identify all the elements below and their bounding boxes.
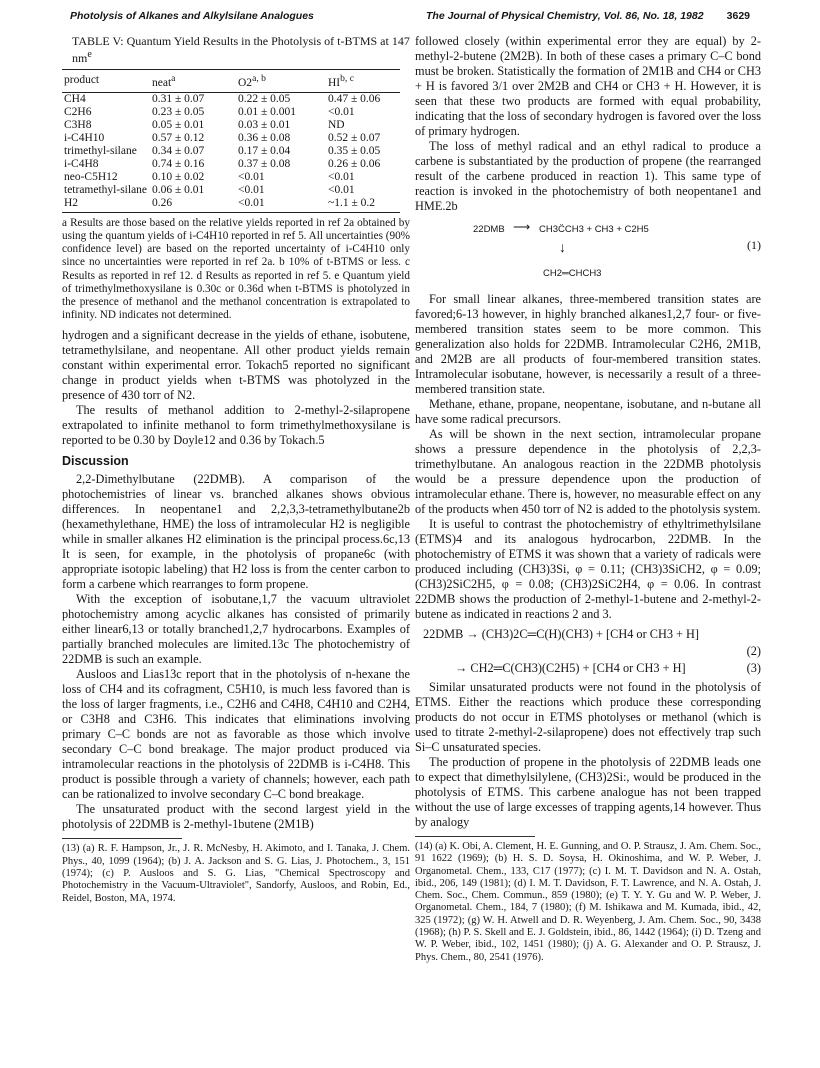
neat-cell: 0.10 ± 0.02 (152, 170, 205, 183)
paragraph: As will be shown in the next section, intramolecular propane shows a pressure dependence in the photolysis of 2,2,3-trimethylbutane. An analogous reaction in the 22DMB photolysis would be a pressure dependence upon the production of intramolecular ethane. There is, however, no measurable effect on any of the products when 450 torr of N2 is added to the photolysis system. (415, 427, 761, 516)
journal-citation: The Journal of Physical Chemistry, Vol. 86, No. 18, 1982 (426, 10, 704, 22)
hi-cell: ND (328, 118, 345, 131)
hi-cell: 0.26 ± 0.06 (328, 157, 381, 170)
o2-cell: <0.01 (238, 183, 265, 196)
product-cell: neo-C5H12 (64, 170, 118, 183)
table-row (62, 184, 400, 197)
hi-cell: <0.01 (328, 183, 355, 196)
o2-cell: <0.01 (238, 170, 265, 183)
paragraph: Ausloos and Lias13c report that in the photolysis of n-hexane the loss of CH4 and its cofragment, C5H10, is much less favored than is the loss of larger fragments, i.e., C2H6 and C4H8, C4H10 and C2H4, or C3H8 and C3H6. This indicates that eliminations involving primary C–C bonds are not as favorable as those which involve secondary C–C bond breakage. The major product produced via intramolecular reactions in the photolysis of 22DMB is i-C4H8. This product is possible through a variety of channels; however, each path can be rationalized to involve secondary C–C bond breakage. (62, 667, 410, 802)
equation-number: (1) (747, 238, 761, 252)
quantum-yield-table (62, 69, 400, 213)
hi-cell: 0.35 ± 0.05 (328, 144, 381, 157)
neat-cell: 0.06 ± 0.01 (152, 183, 205, 196)
paragraph: followed closely (within experimental error they are equal) by 2-methyl-2-butene (2M2B). In both of these cases a primary C–C bond must be broken. Statistically the formation of 2M1B and CH4 or CH3 + H is favored 3/1 over 2M2B and CH4 or CH3 + H. However, it is seen that these two products are formed with equal probability, indicating that the loss of secondary hydrogen is favored over the loss of primary hydrogen. (415, 34, 761, 138)
footnote: (14) (a) K. Obi, A. Clement, H. E. Gunning, and O. P. Strausz, J. Am. Chem. Soc., 91 1622 (1969); (b) H. S. D. Soysa, H. Okinoshima, and W. P. Weber, J. Organometal. Chem., 133, C17 (1977); (c) I. M. T. Davidson and N. A. Ostah, ibid., 206, 149 (1981); (d) I. M. T. Davidson, F. T. Lawrence, and N. A. Ostah, J. Chem. Soc., Chem. Commun., 859 (1980); (e) T. Y. Y. Gu and W. P. Weber, J. Organometal. Chem., 184, 7 (1980); (f) M. Ishikawa and M. Kumada, ibid., 42, 325 (1972); (g) W. H. Atwell and D. R. Weyenberg, J. Am. Chem. Soc., 90, 3438 (1968); (h) P. S. Skell and E. J. Goldstein, ibid., 86, 1442 (1964); (i) D. Tzeng and W. P. Weber, ibid., 102, 1451 (1980); (j) A. G. Alexander and O. P. Strausz, J. Phys. Chem., 80, 2541 (1976). (415, 841, 761, 963)
paragraph: Methane, ethane, propane, neopentane, isobutane, and n-butane all have some radical precursors. (415, 397, 761, 426)
paragraph: Similar unsaturated products were not found in the photolysis of ETMS. Either the reactions which produce these corresponding products do not occur in ETMS photolyses or methanol (which is used to titrate 2-methyl-2-silapropene) does not effectively trap such Si–C unsaturated species. (415, 680, 761, 754)
table-caption: TABLE V: Quantum Yield Results in the Photolysis of t-BTMS at 147 $nm^e$ (72, 34, 410, 65)
neat-cell: 0.74 ± 0.16 (152, 157, 205, 170)
neat-cell: 0.23 ± 0.05 (152, 105, 205, 118)
hi-cell: ~1.1 ± 0.2 (326, 197, 400, 213)
paragraph: The loss of methyl radical and an ethyl radical to produce a carbene is substantiated by the production of propene (the rearranged result of the carbene produced in reaction 1). This same type of reaction is invoked in the photochemistry of both neopentane1 and HME.2b (415, 139, 761, 213)
col-header-product: product (62, 70, 150, 93)
reactant: 22DMB (473, 224, 505, 235)
table-footnotes: a Results are those based on the relative yields reported in ref 2a obtained by using the quantum yields of i-C4H10 reported in ref 5. All uncertainties (90% confidence level) are based on the reported uncertainty of i-C4H10 only since no uncertainties were reported in ref 2a. b 10% of t-BTMS or less. c Results as reported in ref 12. d Results as reported in ref 5. e Quantum yield of trimethylmethoxysilane is 0.30c or 0.36d when t-BTMS is photolyzed in the presence of methanol and the methanol concentration is extrapolated to infinity. ND indicates not determined. (62, 216, 410, 322)
equation-2: 22DMB → (CH3)2C═C(H)(CH3) + [CH4 or CH3 + H] (423, 627, 700, 641)
table-row (62, 132, 400, 145)
footnote: (13) (a) R. F. Hampson, Jr., J. R. McNesby, H. Akimoto, and I. Tanaka, J. Chem. Phys., 40, 1099 (1964); (b) J. A. Jackson and S. G. Lias, J. Photochem., 3, 151 (1974); (c) P. Ausloos and S. G. Lias, "Chemical Spectroscopy and Photochemistry in the Vacuum-Ultraviolet", Sandorfy, Ausloos, and Robin, Ed., Reidel, Boston, MA, 1974. (62, 843, 410, 904)
reaction-scheme (473, 220, 683, 286)
col-header-neat: neat$^a$ (150, 70, 236, 93)
paragraph: The production of propene in the photolysis of 22DMB leads one to expect that dimethylsilylene, (CH3)2Si:, would be produced in the photolysis of ETMS. This carbene analogue has not been trapped without the use of large excesses of trapping agents,14 however. Thus by analogy (415, 755, 761, 829)
table-row (62, 171, 400, 184)
o2-cell: <0.01 (236, 197, 326, 213)
product-cell: tetramethyl-silane (64, 183, 148, 196)
product-cell: H2 (62, 197, 150, 213)
hi-cell: 0.47 ± 0.06 (328, 92, 381, 105)
product-cell: CH4 (64, 92, 86, 105)
product-cell: C2H6 (64, 105, 92, 118)
neat-cell: 0.31 ± 0.07 (152, 92, 205, 105)
table-row (62, 158, 400, 171)
paragraph: For small linear alkanes, three-membered transition states are favored;6-13 however, in highly branched alkanes1,2,7 four- or five-membered transition states seem to be more common. This generalization also holds for 22DMB. Intramolecular C2H6, 2M1B, and 2M2B are all products of four-membered transition states. Intramolecular isobutane, however, is necessarily a result of a three-membered transition state. (415, 292, 761, 396)
product-cell: i-C4H8 (64, 157, 99, 170)
hi-cell: 0.52 ± 0.07 (328, 131, 381, 144)
right-column (415, 34, 761, 964)
page-number: 3629 (726, 10, 750, 22)
o2-cell: 0.17 ± 0.04 (238, 144, 291, 157)
paragraph: hydrogen and a significant decrease in the yields of ethane, isobutene, tetramethylsilane, and neopentane. All other product yields remain constant within experimental error. Tokach5 reported no significant change in product yields when t-BTMS was photolyzed in the presence of 430 torr of N2. (62, 328, 410, 403)
table-row (62, 197, 400, 213)
left-column (62, 34, 410, 905)
table-header-row (62, 70, 400, 93)
o2-cell: 0.37 ± 0.08 (238, 157, 291, 170)
o2-cell: 0.22 ± 0.05 (238, 92, 291, 105)
table-row (62, 92, 400, 106)
o2-cell: 0.03 ± 0.01 (238, 118, 291, 131)
footnote-divider (62, 838, 182, 839)
propene: CH2═CHCH3 (543, 268, 602, 279)
col-header-o2: O2$^{a, b}$ (236, 70, 326, 93)
paragraph: The results of methanol addition to 2-methyl-2-silapropene extrapolated to infinite methanol to form trimethylmethoxysilane is reported to be 0.30 by Doyle12 and 0.36 by Tokach.5 (62, 403, 410, 448)
product-cell: i-C4H10 (64, 131, 105, 144)
hi-cell: <0.01 (328, 105, 355, 118)
neat-cell: 0.05 ± 0.01 (152, 118, 205, 131)
neat-cell: 0.34 ± 0.07 (152, 144, 205, 157)
product-cell: trimethyl-silane (64, 144, 137, 157)
hi-cell: <0.01 (328, 170, 355, 183)
o2-cell: 0.01 ± 0.001 (238, 105, 297, 118)
equation-2-number: (2) (746, 644, 761, 658)
paragraph: The unsaturated product with the second largest yield in the photolysis of 22DMB is 2-methyl-1butene (2M1B) (62, 802, 410, 832)
down-arrow: ↓ (559, 239, 566, 255)
section-heading: Discussion (62, 454, 129, 469)
neat-cell: 0.26 (150, 197, 236, 213)
neat-cell: 0.57 ± 0.12 (152, 131, 205, 144)
running-header-right (426, 10, 750, 22)
running-header-left: Photolysis of Alkanes and Alkylsilane Analogues (70, 10, 314, 22)
paragraph: 2,2-Dimethylbutane (22DMB). A comparison of the photochemistries of linear vs. branched alkanes shows obvious differences. In neopentane1 and 2,2,3,3-tetramethylbutane2b (hexamethylethane, HME) the loss of intramolecular H2 is negligible while in smaller alkanes H2 elimination is the principal process.6c,13 It is seen, for example, in the photolysis of propane6c (with appropriate isotopic labeling) that H2 loss is from the center carbon to form a carbene which rearranges to form propene. (62, 472, 410, 592)
products: CH3C̈CH3 + CH3 + C2H5 (539, 224, 649, 235)
table-row (62, 119, 400, 132)
table-row (62, 106, 400, 119)
o2-cell: 0.36 ± 0.08 (238, 131, 291, 144)
product-cell: C3H8 (64, 118, 92, 131)
paragraph: With the exception of isobutane,1,7 the vacuum ultraviolet photochemistry among acyclic alkanes has consisted of primarily either linear6,13 or totally branched1,2,7 hydrocarbons. Examples of partially branched molecules are limited.13c The photochemistry of 22DMB is such an example. (62, 592, 410, 667)
col-header-hi: HI$^{b, c}$ (326, 70, 400, 93)
reaction-1 (415, 220, 761, 286)
arrow: ⟶ (513, 220, 531, 234)
equation-3: → CH2═C(CH3)(C2H5) + [CH4 or CH3 + H] (3) (455, 661, 761, 675)
paragraph: It is useful to contrast the photochemistry of ethyltrimethylsilane (ETMS)4 and its analogous hydrocarbon, 22DMB. In the photochemistry of ETMS it was shown that a variety of radicals were produced including (CH3)3Si, φ = 0.11; (CH3)3SiCH2, φ = 0.09; (CH3)2SiC2H5, φ = 0.08; (CH3)2SiC2H4, φ = 0.06. In contrast 22DMB shows the production of 2-methyl-1-butene and 2-methyl-2-butene as indicated in reactions 2 and 3. (415, 517, 761, 621)
table-row (62, 145, 400, 158)
footnote-divider (415, 836, 535, 837)
